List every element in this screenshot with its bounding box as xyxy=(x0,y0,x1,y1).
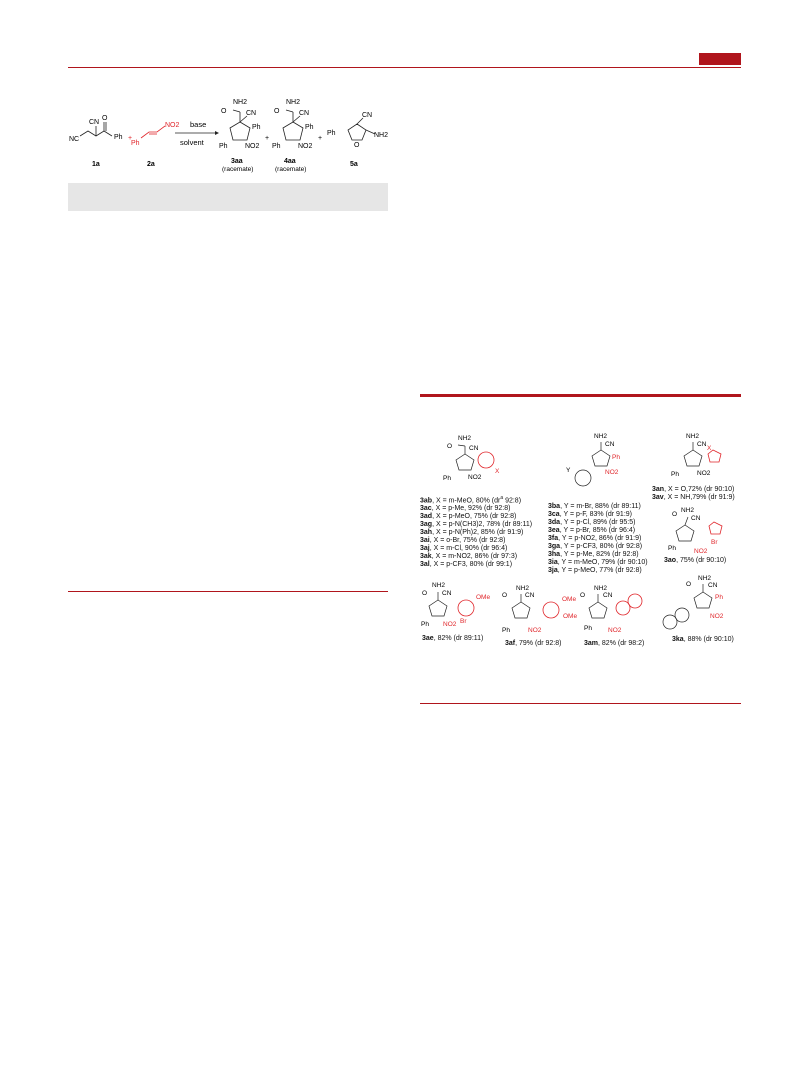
section-rule-left xyxy=(68,591,388,592)
lbl-nh2-2: NH2 xyxy=(594,433,608,440)
lbl-nh2-af: NH2 xyxy=(516,585,530,592)
atom-nc: NC xyxy=(69,136,80,143)
lbl-cn: CN xyxy=(469,445,479,452)
arrow-label-solvent: solvent xyxy=(180,138,204,147)
lbl-cn-am: CN xyxy=(603,592,613,599)
lbl-nh2-am: NH2 xyxy=(594,585,608,592)
lbl-ome-ae: OMe xyxy=(476,594,491,601)
figure-rule-top xyxy=(420,394,741,397)
label-5a: 5a xyxy=(350,161,358,168)
lbl-cn-ka: CN xyxy=(708,582,718,589)
list-item: 3ha, Y = p-Me, 82% (dr 92:8) xyxy=(548,551,639,558)
atom-no2-2a: NO2 xyxy=(165,122,180,129)
list-item: 3ea, Y = p-Br, 85% (dr 96:4) xyxy=(548,527,636,534)
atom-cn-4aa: CN xyxy=(299,110,310,117)
lbl-ph: Ph xyxy=(443,475,451,482)
atom-o-4aa: O xyxy=(274,108,280,115)
lbl-ph-2: Ph xyxy=(612,454,620,461)
plus-2: + xyxy=(265,135,270,142)
label-1a: 1a xyxy=(92,161,100,168)
atom-o-5a: O xyxy=(354,142,360,149)
lbl-no2-2: NO2 xyxy=(605,469,619,476)
atom-nh2-5a: NH2 xyxy=(374,132,389,139)
list-item: 3av, X = NH,79% (dr 91:9) xyxy=(652,494,735,501)
list-item: 3ca, Y = p-F, 83% (dr 91:9) xyxy=(548,511,632,518)
list-item: 3ia, Y = m-MeO, 79% (dr 90:10) xyxy=(548,559,648,566)
table-header-band xyxy=(68,183,388,211)
atom-ph-5a: Ph xyxy=(327,130,336,137)
lbl-no2-ka: NO2 xyxy=(710,613,724,620)
lbl-ph-am: Ph xyxy=(584,625,592,632)
arrow-label-base: base xyxy=(190,120,207,129)
atom-no2-3aa: NO2 xyxy=(245,143,260,150)
lbl-br-ao: Br xyxy=(711,539,718,546)
figure-rule-bottom xyxy=(420,703,741,704)
label-3af: 3af, 79% (dr 92:8) xyxy=(505,640,562,647)
atom-cn-5a: CN xyxy=(362,112,373,119)
aryl-ring-red xyxy=(478,452,494,468)
lbl-nh2-3: NH2 xyxy=(686,433,700,440)
lbl-ph-ka: Ph xyxy=(715,594,723,601)
lbl-cn-af: CN xyxy=(525,592,535,599)
atom-ph-2a: Ph xyxy=(131,140,140,147)
lbl-ome-af-2: OMe xyxy=(563,613,578,620)
lbl-cn-2: CN xyxy=(605,441,615,448)
atom-ph-3aa-a: Ph xyxy=(252,124,261,131)
list-item: 3da, Y = p-Cl, 89% (dr 95:5) xyxy=(548,519,636,526)
lbl-no2-ao: NO2 xyxy=(694,548,708,555)
lbl-o-ae: O xyxy=(422,590,428,597)
lbl-nh2-ao: NH2 xyxy=(681,507,695,514)
lbl-o-am: O xyxy=(580,592,586,599)
scope-list-right xyxy=(652,486,735,502)
atom-no2-4aa: NO2 xyxy=(298,143,313,150)
lbl-nh2: NH2 xyxy=(458,435,472,442)
lbl-no2-am: NO2 xyxy=(608,627,622,634)
plus-1: + xyxy=(128,135,133,142)
label-4aa: 4aa xyxy=(284,158,296,165)
scope-list-left xyxy=(420,494,532,569)
lbl-x-3: X xyxy=(707,445,712,452)
atom-o: O xyxy=(102,115,108,122)
atom-nh2-4aa: NH2 xyxy=(286,99,301,106)
atom-ph-4aa-b: Ph xyxy=(272,143,281,150)
lbl-no2-3: NO2 xyxy=(697,470,711,477)
lbl-cn-ao: CN xyxy=(691,515,701,522)
scope-list-middle xyxy=(548,503,648,575)
list-item: 3ab, X = m-MeO, 80% ($dr^a$ 92:8) xyxy=(420,495,522,505)
label-3am: 3am, 82% (dr 98:2) xyxy=(584,640,645,647)
lbl-ph-ao: Ph xyxy=(668,545,676,552)
lbl-o: O xyxy=(447,443,453,450)
reaction-scheme xyxy=(65,92,395,177)
list-item: 3ac, X = p-Me, 92% (dr 92:8) xyxy=(420,505,511,513)
list-item: 3ad, X = p-MeO, 75% (dr 92:8) xyxy=(420,513,517,521)
lbl-nh2-ka: NH2 xyxy=(698,575,712,582)
lbl-x: X xyxy=(495,468,500,475)
atom-ph-4aa-a: Ph xyxy=(305,124,314,131)
list-item: 3fa, Y = p-NO2, 86% (dr 91:9) xyxy=(548,535,642,542)
label-3ae: 3ae, 82% (dr 89:11) xyxy=(422,635,484,642)
lbl-cn-3: CN xyxy=(697,441,707,448)
compound-5a xyxy=(348,118,375,140)
plus-3: + xyxy=(318,135,323,142)
list-item: 3ja, Y = p-MeO, 77% (dr 92:8) xyxy=(548,567,642,574)
lbl-o-ao: O xyxy=(672,511,678,518)
list-item: 3ak, X = m-NO2, 86% (dr 97:3) xyxy=(420,553,518,561)
structure-3ka xyxy=(663,584,712,629)
header-rule xyxy=(68,67,741,68)
list-item: 3aj, X = m-Cl, 90% (dr 96:4) xyxy=(420,545,508,553)
list-item: 3ba, Y = m-Br, 88% (dr 89:11) xyxy=(548,503,641,510)
lbl-no2-ae: NO2 xyxy=(443,621,457,628)
lbl-ph-af: Ph xyxy=(502,627,510,634)
list-item: 3ai, X = o-Br, 75% (dr 92:8) xyxy=(420,537,506,545)
lbl-no2: NO2 xyxy=(468,474,482,481)
list-item: 3ag, X = p-N(CH3)2, 78% (dr 89:11) xyxy=(420,521,533,529)
lbl-y: Y xyxy=(566,467,571,474)
compound-2a xyxy=(141,126,165,138)
atom-ph: Ph xyxy=(114,134,123,141)
note-4aa: (racemate) xyxy=(275,166,307,173)
lbl-nh2-ae: NH2 xyxy=(432,582,446,589)
header-accent-tab xyxy=(699,53,741,65)
lbl-ph-ae: Ph xyxy=(421,621,429,628)
lbl-o-ka: O xyxy=(686,581,692,588)
atom-nh2-3aa: NH2 xyxy=(233,99,248,106)
list-item: 3an, X = O,72% (dr 90:10) xyxy=(652,486,735,493)
lbl-cn-ae: CN xyxy=(442,590,452,597)
atom-cn-3aa: CN xyxy=(246,110,257,117)
lbl-ph-3: Ph xyxy=(671,471,679,478)
list-item: 3ah, X = p-N(Ph)2, 85% (dr 91:9) xyxy=(420,529,524,537)
lbl-o-af: O xyxy=(502,592,508,599)
atom-cn: CN xyxy=(89,119,100,126)
atom-o-3aa: O xyxy=(221,108,227,115)
label-2a: 2a xyxy=(147,161,155,168)
lbl-br-ae: Br xyxy=(460,618,467,625)
aryl-ring xyxy=(575,470,591,486)
label-3ka: 3ka, 88% (dr 90:10) xyxy=(672,636,734,643)
list-item: 3al, X = p-CF3, 80% (dr 99:1) xyxy=(420,561,513,569)
list-item: 3ga, Y = p-CF3, 80% (dr 92:8) xyxy=(548,543,643,550)
atom-ph-3aa-b: Ph xyxy=(219,143,228,150)
note-3aa: (racemate) xyxy=(222,166,254,173)
lbl-ome-af-1: OMe xyxy=(562,596,577,603)
label-3ao: 3ao, 75% (dr 90:10) xyxy=(664,557,727,564)
lbl-no2-af: NO2 xyxy=(528,627,542,634)
label-3aa: 3aa xyxy=(231,158,243,165)
